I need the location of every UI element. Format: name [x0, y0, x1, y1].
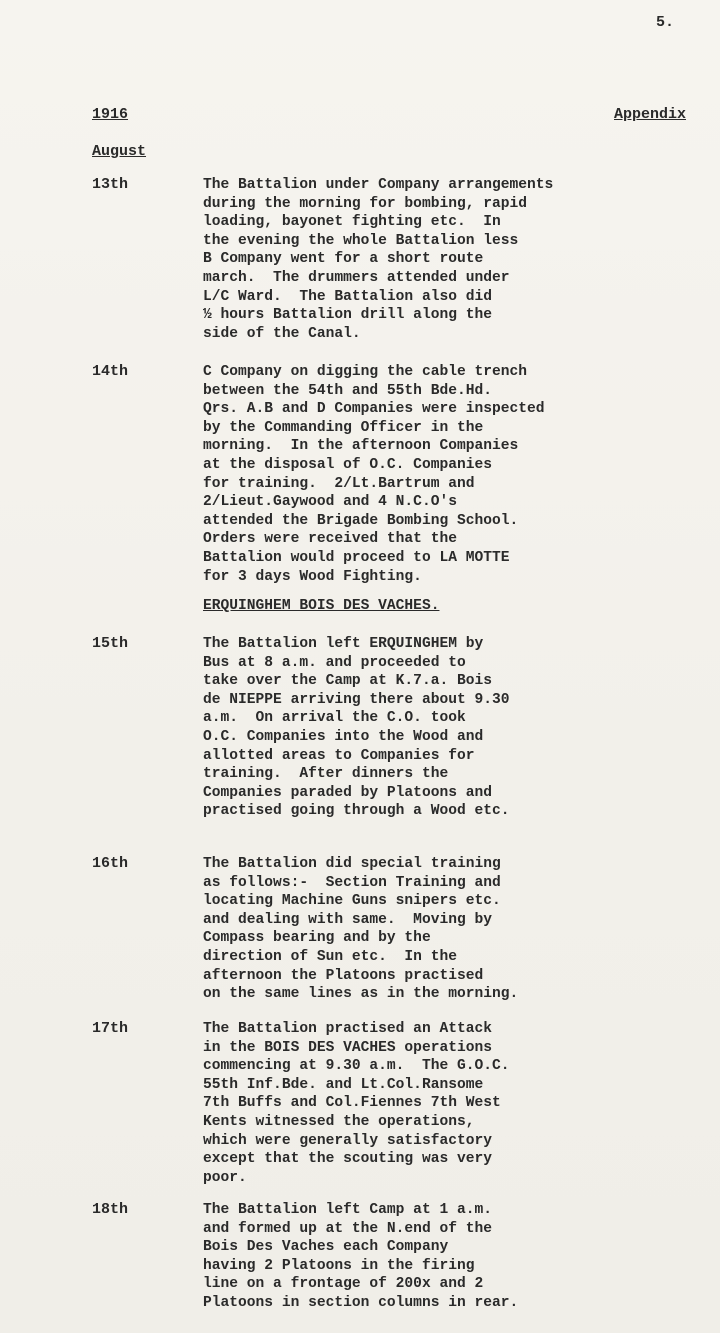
appendix-heading: Appendix [614, 106, 687, 123]
entry-text: The Battalion left ERQUINGHEM by Bus at 8 a.m. and proceeded to take over the Camp at K.7.a. Bois de NIEPPE arriving there about 9.30 a.m. On arrival the C.O. took O.C. Companies into the Wood and allotted areas to Companies for training. After dinners the Companies paraded by Platoons and practised going through a Wood etc. [203, 636, 510, 820]
entry-text: C Company on digging the cable trench between the 54th and 55th Bde.Hd. Qrs. A.B and D Companies were inspected by the Commanding Officer in the morning. In the afternoon Companies at the disposal of O.C. Companies for training. 2/Lt.Bartrum and 2/Lieut.Gaywood and 4 N.C.O's attended the Brigade Bombing School. Orders were received that the Battalion would proceed to LA MOTTE for 3 days Wood Fighting. [203, 364, 545, 585]
entry-date: 15th [92, 635, 129, 652]
entry-date: 18th [92, 1201, 129, 1218]
entry-text: The Battalion did special training as follows:- Section Training and locating Machine Guns snipers etc. and dealing with same. Moving by Compass bearing and by the direction of Sun etc. In the afternoon the Platoons practised on the same lines as in the morning. [203, 856, 519, 1003]
location-heading: ERQUINGHEM BOIS DES VACHES. [203, 598, 440, 614]
year-heading: 1916 [92, 106, 129, 123]
entry-date: 13th [92, 176, 129, 193]
entry-date: 14th [92, 363, 129, 380]
entry-date: 17th [92, 1020, 129, 1037]
entry-text: The Battalion left Camp at 1 a.m. and formed up at the N.end of the Bois Des Vaches each Company having 2 Platoons in the firing line on a frontage of 200x and 2 Platoons in section columns in rear. [203, 1202, 519, 1311]
month-heading: August [92, 143, 147, 160]
page-number: 5. [656, 14, 675, 31]
entry-text: The Battalion under Company arrangements during the morning for bombing, rapid loading, bayonet fighting etc. In the evening the whole Battalion less B Company went for a short route march. The drummers attended under L/C Ward. The Battalion also did ½ hours Battalion drill along the side of the Canal. [203, 177, 554, 342]
entry-date: 16th [92, 855, 129, 872]
entry-text: The Battalion practised an Attack in the BOIS DES VACHES operations commencing at 9.30 a.m. The G.O.C. 55th Inf.Bde. and Lt.Col.Ransome 7th Buffs and Col.Fiennes 7th West Kents witnessed the operations, which were generally satisfactory except that the scouting was very poor. [203, 1021, 510, 1186]
